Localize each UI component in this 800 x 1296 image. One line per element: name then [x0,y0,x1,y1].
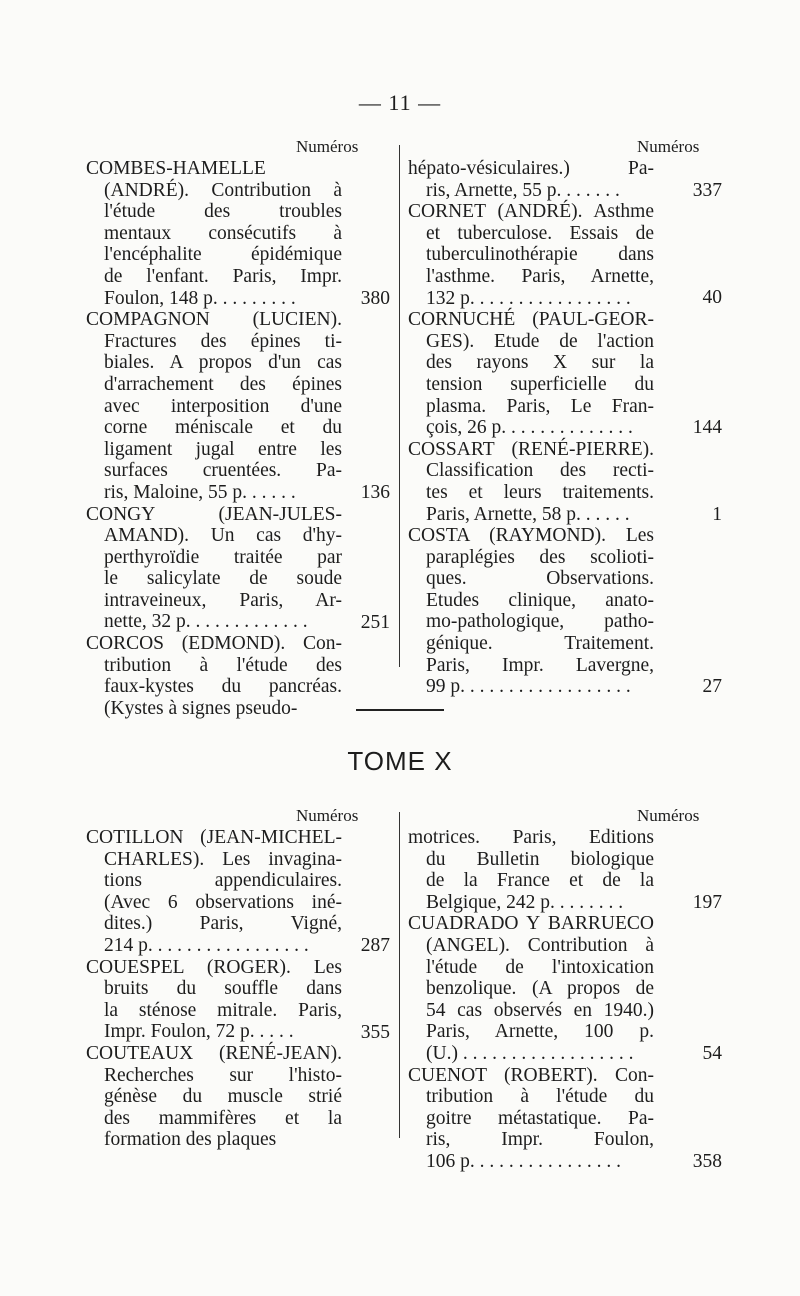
entry-author-line: COTILLON (JEAN-MICHEL- [86,827,342,848]
entry-author-line: COMBES-HAMELLE [86,158,266,179]
entry-text-line: GES). Etude de l'action [426,330,654,352]
bibliography-entry [86,158,342,309]
entry-number: 337 [692,179,722,201]
tome-title: TOME X [347,746,453,776]
entry-text-line: çois, 26 p. . . . . . . . . . . . . . [426,417,633,439]
entry-text-line: 106 p. . . . . . . . . . . . . . . . [426,1150,621,1172]
entry-author-line: COUESPEL (ROGER). Les [86,956,342,978]
entry-text-line: dites.) Paris, Vigné, [104,913,342,935]
entry-text-line: Paris, Impr. Lavergne, [426,654,654,676]
entry-text-line: tuberculinothérapie dans [426,244,654,266]
entry-text-line: plasma. Paris, Le Fran- [426,395,654,417]
entry-number: 136 [360,481,390,503]
entry-author-line: CUENOT (ROBERT). Con- [408,1064,654,1086]
entry-text-line: benzolique. (A propos de [426,978,654,1000]
entry-text-line: ris, Maloine, 55 p. . . . . . [104,481,296,503]
column-divider-1 [399,145,400,667]
entry-text-line: d'arrachement des épines [104,373,342,395]
entry-text-line: mo-pathologique, patho- [426,611,654,633]
entry-text-line: 132 p. . . . . . . . . . . . . . . . . [426,287,631,309]
entry-text-line: mentaux consécutifs à [104,222,342,244]
numeros-header-left-2: Numéros [296,806,359,825]
entry-text-line: 99 p. . . . . . . . . . . . . . . . . . [426,676,631,698]
entry-text-line: ques. Observations. [426,568,654,590]
entry-text-line: Etudes clinique, anato- [426,589,654,611]
bibliography-entry [408,1065,654,1173]
entry-text-line: Classification des recti- [426,460,654,482]
entry-text-line: l'encéphalite épidémique [104,244,342,266]
bibliography-entry [86,504,342,634]
column-divider-2 [399,812,400,1138]
entry-text-line: corne méniscale et du [104,417,342,439]
entry-text-line: AMAND). Un cas d'hy- [104,525,342,547]
entry-text-line: l'étude des troubles [104,201,342,223]
entry-text-line: Paris, Arnette, 58 p. . . . . . [426,503,630,525]
bibliography-entry [408,827,654,913]
entry-author-line: COUTEAUX (RENÉ-JEAN). [86,1042,342,1064]
entry-text-line: Belgique, 242 p. . . . . . . . [426,891,624,913]
entry-text-line: de la France et de la [426,870,654,892]
entry-text-line: (ANGEL). Contribution à [426,934,654,956]
entry-text-line: de l'enfant. Paris, Impr. [104,265,342,287]
entry-text-line: (Avec 6 observations iné- [104,891,342,913]
entry-number: 287 [360,935,390,956]
bibliography-entry [408,439,654,525]
entry-text-line: le salicylate de soude [104,568,342,590]
entry-number: 355 [360,1021,390,1043]
section1-right-column [408,158,722,698]
entry-text-line: faux-kystes du pancréas. [104,676,342,698]
entry-author-line: CORNET (ANDRÉ). Asthme [408,201,654,223]
bibliography-entry [86,309,342,503]
entry-number: 380 [360,287,390,309]
entry-number: 1 [712,503,722,525]
entry-text-line: (U.) . . . . . . . . . . . . . . . . . . [426,1042,634,1064]
bibliography-entry [86,1043,342,1151]
entry-author-line: CORNUCHÉ (PAUL-GEOR- [408,309,654,331]
entry-text-line: (Kystes à signes pseudo- [104,697,298,719]
entry-author-line: CORCOS (EDMOND). Con- [86,633,342,655]
entry-text-line: avec interposition d'une [104,395,342,417]
numeros-header-left-1: Numéros [296,137,359,156]
entry-text-line: (ANDRÉ). Contribution à [104,179,342,201]
entry-text-line: tions appendiculaires. [104,870,342,892]
entry-text-line: et tuberculose. Essais de [426,222,654,244]
entry-text-line: tes et leurs traitements. [426,481,654,503]
section1-left-column [86,158,390,719]
entry-text-line: bruits du souffle dans [104,978,342,1000]
entry-number: 54 [702,1042,722,1064]
entry-text-line: l'asthme. Paris, Arnette, [426,265,654,287]
entry-text-line: nette, 32 p. . . . . . . . . . . . . [104,611,308,633]
entry-text-line: génèse du muscle strié [104,1086,342,1108]
entry-text-line: CHARLES). Les invagina- [104,848,342,870]
entry-author-line: motrices. Paris, Editions [408,827,654,848]
numeros-header-right-2: Numéros [637,806,700,825]
entry-text-line: des mammifères et la [104,1107,342,1129]
entry-number: 197 [692,891,722,913]
entry-text-line: tribution à l'étude du [426,1086,654,1108]
entry-number: 27 [702,676,722,698]
entry-text-line: perthyroïdie traitée par [104,546,342,568]
section-rule [356,709,444,711]
entry-author-line: COMPAGNON (LUCIEN). [86,309,342,331]
entry-author-line: COSTA (RAYMOND). Les [408,525,654,547]
entry-text-line: tension superficielle du [426,373,654,395]
entry-text-line: Fractures des épines ti- [104,330,342,352]
entry-text-line: ris, Impr. Foulon, [426,1129,654,1151]
entry-text-line: intraveineux, Paris, Ar- [104,589,342,611]
entry-text-line: la sténose mitrale. Paris, [104,999,342,1021]
entry-text-line: 214 p. . . . . . . . . . . . . . . . . [104,934,309,956]
page-number: — 11 — [358,90,442,115]
entry-text-line: Recherches sur l'histo- [104,1064,342,1086]
entry-text-line: du Bulletin biologique [426,848,654,870]
entry-text-line: paraplégies des scolioti- [426,546,654,568]
section2-left-column [86,827,390,1151]
bibliography-entry [86,827,342,957]
numeros-header-right-1: Numéros [637,137,700,156]
entry-text-line: ris, Arnette, 55 p. . . . . . . [426,179,620,201]
entry-author-line: CUADRADO Y BARRUECO [408,913,654,935]
bibliography-entry [408,525,654,698]
section2-right-column [408,827,722,1173]
entry-text-line: Foulon, 148 p. . . . . . . . . [104,287,296,309]
entry-text-line: génique. Traitement. [426,633,654,655]
entry-text-line: surfaces cruentées. Pa- [104,460,342,482]
bibliography-entry [408,158,654,201]
entry-number: 40 [702,287,722,309]
entry-text-line: des rayons X sur la [426,352,654,374]
entry-text-line: l'étude de l'intoxication [426,956,654,978]
entry-text-line: biales. A propos d'un cas [104,352,342,374]
entry-number: 144 [692,417,722,438]
entry-text-line: tribution à l'étude des [104,654,342,676]
entry-text-line: ligament jugal entre les [104,438,342,460]
entry-author-line: CONGY (JEAN-JULES- [86,503,342,525]
entry-text-line: formation des plaques [104,1129,277,1151]
entry-text-line: Impr. Foulon, 72 p. . . . . [104,1021,294,1043]
entry-number: 358 [692,1151,722,1173]
entry-text-line: Paris, Arnette, 100 p. [426,1021,654,1043]
entry-number: 251 [360,612,390,633]
bibliography-entry [408,913,654,1064]
bibliography-entry [408,201,654,309]
bibliography-entry [86,633,342,719]
entry-text-line: 54 cas observés en 1940.) [426,999,654,1021]
entry-author-line: COSSART (RENÉ-PIERRE). [408,438,654,460]
entry-text-line: goitre métastatique. Pa- [426,1107,654,1129]
bibliography-entry [86,957,342,1043]
bibliography-entry [408,309,654,439]
entry-author-line: hépato-vésiculaires.) Pa- [408,158,654,179]
